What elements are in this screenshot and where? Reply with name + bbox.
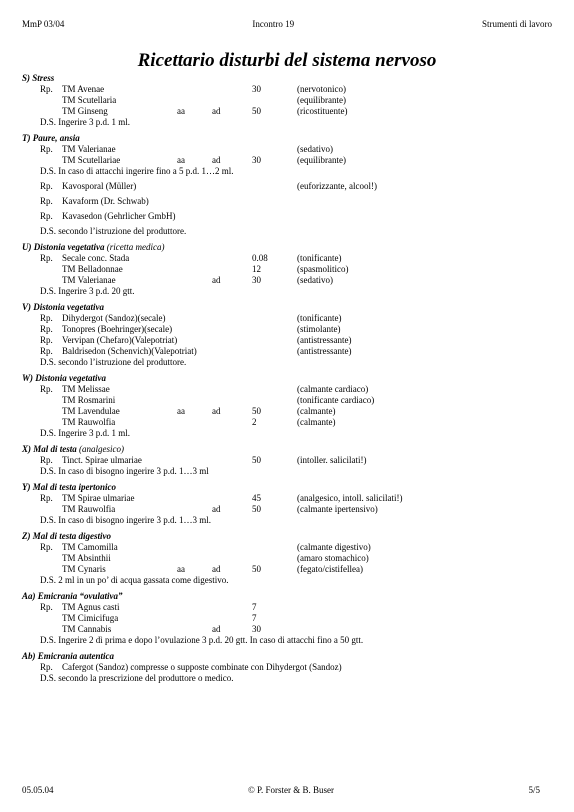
dosage-instruction: D.S. Ingerire 3 p.d. 1 ml. — [40, 428, 130, 438]
ingredient-amount: 7 — [252, 602, 257, 612]
section-title: Stress — [32, 73, 55, 83]
prescription-line — [22, 406, 552, 417]
prescription-line — [22, 95, 552, 106]
ingredient-effect: (spasmolitico) — [297, 264, 349, 274]
dosage-instruction: D.S. Ingerire 3 p.d. 1 ml. — [40, 117, 130, 127]
section-title: Mal di testa ipertonico — [32, 482, 116, 492]
rp-label: Rp. — [40, 602, 53, 612]
dosage-line — [22, 166, 552, 177]
dosage-line — [22, 428, 552, 439]
ingredient-effect: (ricostituente) — [297, 106, 348, 116]
rp-label: Rp. — [40, 84, 53, 94]
rp-label: Rp. — [40, 493, 53, 503]
recipe-list — [22, 73, 552, 689]
ingredient-effect: (equilibrante) — [297, 155, 346, 165]
section-label: Y) — [22, 482, 31, 492]
rp-label: Rp. — [40, 196, 53, 206]
ingredient-amount: 50 — [252, 106, 261, 116]
header-left: MmP 03/04 — [22, 19, 65, 29]
ingredient-amount: 0.08 — [252, 253, 268, 263]
aa-marker: aa — [177, 155, 185, 165]
ingredient-name: TM Rosmarini — [62, 395, 116, 405]
recipe-section — [22, 133, 552, 237]
prescription-line — [22, 275, 552, 286]
recipe-section — [22, 444, 552, 477]
ingredient-name: TM Valerianae — [62, 144, 116, 154]
section-title: Emicrania “ovulativa” — [37, 591, 123, 601]
ingredient-effect: (calmante digestivo) — [297, 542, 371, 552]
rp-label: Rp. — [40, 346, 53, 356]
ingredient-name: Tinct. Spirae ulmariae — [62, 455, 142, 465]
section-heading — [22, 242, 552, 253]
ingredient-name: Dihydergot (Sandoz)(secale) — [62, 313, 166, 323]
recipe-section — [22, 242, 552, 297]
ingredient-effect: (calmante ipertensivo) — [297, 504, 378, 514]
prescription-line — [22, 211, 552, 222]
section-heading — [22, 591, 552, 602]
ingredient-amount: 30 — [252, 155, 261, 165]
ingredient-effect: (amaro stomachico) — [297, 553, 369, 563]
ingredient-effect: (tonificante cardiaco) — [297, 395, 375, 405]
section-label: U) — [22, 242, 32, 252]
ingredient-effect: (sedativo) — [297, 144, 333, 154]
rp-label: Rp. — [40, 324, 53, 334]
ingredient-name: TM Absinthii — [62, 553, 111, 563]
section-heading — [22, 73, 552, 84]
dosage-instruction: D.S. secondo l’istruzione del produttore. — [40, 357, 187, 367]
prescription-line — [22, 196, 552, 207]
ad-marker: ad — [212, 275, 221, 285]
section-title: Distonia vegetativa — [33, 242, 105, 252]
dosage-instruction: D.S. In caso di bisogno ingerire 3 p.d. 1…3 ml. — [40, 515, 211, 525]
rp-label: Rp. — [40, 144, 53, 154]
section-title: Paure, ansia — [32, 133, 80, 143]
dosage-line — [22, 575, 552, 586]
ingredient-amount: 30 — [252, 84, 261, 94]
rp-label: Rp. — [40, 335, 53, 345]
ad-marker: ad — [212, 504, 221, 514]
ingredient-amount: 2 — [252, 417, 257, 427]
ingredient-amount: 50 — [252, 564, 261, 574]
prescription-line — [22, 181, 552, 192]
ingredient-name: TM Scutellariae — [62, 155, 121, 165]
recipe-section — [22, 591, 552, 646]
rp-label: Rp. — [40, 662, 53, 672]
prescription-line — [22, 264, 552, 275]
prescription-line — [22, 335, 552, 346]
section-heading — [22, 133, 552, 144]
ad-marker: ad — [212, 624, 221, 634]
ingredient-amount: 30 — [252, 624, 261, 634]
section-heading — [22, 531, 552, 542]
section-label: T) — [22, 133, 31, 143]
ingredient-effect: (analgesico, intoll. salicilati!) — [297, 493, 403, 503]
dosage-instruction: D.S. Ingerire 2 dì prima e dopo l’ovulazione 3 p.d. 20 gtt. In caso di attacchi fino a 50 gtt. — [40, 635, 364, 645]
section-subtitle: (analgesico) — [79, 444, 125, 454]
prescription-line — [22, 144, 552, 155]
ad-marker: ad — [212, 106, 221, 116]
dosage-line — [22, 357, 552, 368]
ingredient-name: Kavasedon (Gehrlicher GmbH) — [62, 211, 176, 221]
section-label: V) — [22, 302, 31, 312]
section-label: Aa) — [22, 591, 36, 601]
dosage-instruction: D.S. In caso di attacchi ingerire fino a 5 p.d. 1…2 ml. — [40, 166, 234, 176]
section-label: X) — [22, 444, 31, 454]
section-label: Z) — [22, 531, 31, 541]
prescription-line — [22, 384, 552, 395]
ingredient-effect: (calmante cardiaco) — [297, 384, 369, 394]
ingredient-name: TM Camomilla — [62, 542, 118, 552]
ingredient-amount: 30 — [252, 275, 261, 285]
section-subtitle: (ricetta medica) — [106, 242, 165, 252]
prescription-line — [22, 504, 552, 515]
rp-label: Rp. — [40, 542, 53, 552]
footer-date: 05.05.04 — [22, 785, 54, 795]
ingredient-name: TM Rauwolfia — [62, 417, 116, 427]
recipe-section — [22, 302, 552, 368]
ingredient-effect: (euforizzante, alcool!) — [297, 181, 377, 191]
ingredient-name: TM Cannabis — [62, 624, 112, 634]
footer-copyright: © P. Forster & B. Buser — [247, 785, 335, 795]
ingredient-name: TM Scutellaria — [62, 95, 117, 105]
section-heading — [22, 373, 552, 384]
ingredient-name: Kavaform (Dr. Schwab) — [62, 196, 149, 206]
ingredient-amount: 7 — [252, 613, 257, 623]
aa-marker: aa — [177, 106, 185, 116]
ad-marker: ad — [212, 406, 221, 416]
rp-label: Rp. — [40, 384, 53, 394]
ingredient-name: Secale conc. Stada — [62, 253, 130, 263]
prescription-line — [22, 493, 552, 504]
page-title: Ricettario disturbi del sistema nervoso — [137, 50, 437, 71]
rp-label: Rp. — [40, 313, 53, 323]
section-heading — [22, 482, 552, 493]
ingredient-name: TM Rauwolfia — [62, 504, 116, 514]
ingredient-amount: 50 — [252, 406, 261, 416]
prescription-line — [22, 602, 552, 613]
ingredient-name: Kavosporal (Müller) — [62, 181, 137, 191]
ingredient-name: Baldrisedon (Schenvich)(Valepotriat) — [62, 346, 197, 356]
dosage-line — [22, 635, 552, 646]
ingredient-name: TM Valerianae — [62, 275, 116, 285]
dosage-instruction: D.S. secondo la prescrizione del produttore o medico. — [40, 673, 234, 683]
section-label: W) — [22, 373, 33, 383]
ingredient-effect: (calmante) — [297, 417, 336, 427]
rp-label: Rp. — [40, 253, 53, 263]
prescription-line — [22, 106, 552, 117]
prescription-line — [22, 455, 552, 466]
section-label: S) — [22, 73, 31, 83]
section-heading — [22, 651, 552, 662]
ad-marker: ad — [212, 155, 221, 165]
recipe-section — [22, 531, 552, 586]
prescription-line — [22, 613, 552, 624]
dosage-instruction: D.S. secondo l’istruzione del produttore. — [40, 226, 187, 236]
ingredient-amount: 12 — [252, 264, 261, 274]
recipe-section — [22, 373, 552, 439]
section-title: Mal di testa digestivo — [32, 531, 111, 541]
ingredient-name: TM Cynaris — [62, 564, 106, 574]
dosage-instruction: D.S. In caso di bisogno ingerire 3 p.d. 1…3 ml — [40, 466, 209, 476]
ingredient-effect: (equilibrante) — [297, 95, 346, 105]
prescription-line — [22, 417, 552, 428]
aa-marker: aa — [177, 406, 185, 416]
header-right: Strumenti di lavoro — [482, 19, 552, 29]
ingredient-effect: (nervotonico) — [297, 84, 346, 94]
prescription-line — [22, 662, 552, 673]
ingredient-name: TM Cimicifuga — [62, 613, 119, 623]
dosage-instruction: D.S. 2 ml in un po’ di acqua gassata come digestivo. — [40, 575, 229, 585]
prescription-line — [22, 253, 552, 264]
section-label: Ab) — [22, 651, 36, 661]
ingredient-effect: (intoller. salicilati!) — [297, 455, 367, 465]
prescription-line — [22, 84, 552, 95]
section-title: Emicrania autentica — [37, 651, 115, 661]
ingredient-name: TM Spirae ulmariae — [62, 493, 135, 503]
section-title: Distonia vegetativa — [33, 302, 104, 312]
prescription-line — [22, 346, 552, 357]
prescription-line — [22, 155, 552, 166]
dosage-instruction: D.S. Ingerire 3 p.d. 20 gtt. — [40, 286, 135, 296]
section-heading — [22, 302, 552, 313]
prescription-line — [22, 542, 552, 553]
ingredient-name: TM Belladonnae — [62, 264, 123, 274]
ingredient-effect: (tonificante) — [297, 253, 342, 263]
prescription-line — [22, 564, 552, 575]
dosage-line — [22, 515, 552, 526]
recipe-section — [22, 651, 552, 684]
ingredient-amount: 50 — [252, 504, 261, 514]
section-heading — [22, 444, 552, 455]
dosage-line — [22, 286, 552, 297]
ingredient-effect: (calmante) — [297, 406, 336, 416]
page-header — [22, 19, 552, 29]
ingredient-effect: (antistressante) — [297, 335, 352, 345]
ingredient-name: TM Ginseng — [62, 106, 108, 116]
recipe-section — [22, 482, 552, 526]
prescription-line — [22, 553, 552, 564]
dosage-line — [22, 226, 552, 237]
ingredient-name: TM Avenae — [62, 84, 105, 94]
recipe-section — [22, 73, 552, 128]
prescription-line — [22, 324, 552, 335]
section-title: Mal di testa — [33, 444, 77, 454]
ingredient-amount: 45 — [252, 493, 261, 503]
prescription-line — [22, 395, 552, 406]
ingredient-effect: (fegato/cistifellea) — [297, 564, 363, 574]
ingredient-name: Cafergot (Sandoz) compresse o supposte combinate con Dihydergot (Sandoz) — [62, 662, 342, 672]
section-title: Distonia vegetativa — [35, 373, 106, 383]
dosage-line — [22, 466, 552, 477]
ingredient-amount: 50 — [252, 455, 261, 465]
ad-marker: ad — [212, 564, 221, 574]
footer-page-number: 5/5 — [528, 785, 540, 795]
ingredient-name: TM Agnus casti — [62, 602, 120, 612]
rp-label: Rp. — [40, 455, 53, 465]
ingredient-effect: (tonificante) — [297, 313, 342, 323]
ingredient-effect: (antistressante) — [297, 346, 352, 356]
header-center: Incontro 19 — [252, 19, 295, 29]
page-footer — [22, 785, 540, 795]
ingredient-name: TM Lavendulae — [62, 406, 120, 416]
rp-label: Rp. — [40, 211, 53, 221]
dosage-line — [22, 117, 552, 128]
prescription-line — [22, 313, 552, 324]
prescription-line — [22, 624, 552, 635]
ingredient-name: TM Melissae — [62, 384, 110, 394]
rp-label: Rp. — [40, 181, 53, 191]
dosage-line — [22, 673, 552, 684]
ingredient-effect: (stimolante) — [297, 324, 341, 334]
ingredient-name: Tonopres (Boehringer)(secale) — [62, 324, 173, 334]
ingredient-name: Vervipan (Chefaro)(Valepotriat) — [62, 335, 178, 345]
aa-marker: aa — [177, 564, 185, 574]
ingredient-effect: (sedativo) — [297, 275, 333, 285]
